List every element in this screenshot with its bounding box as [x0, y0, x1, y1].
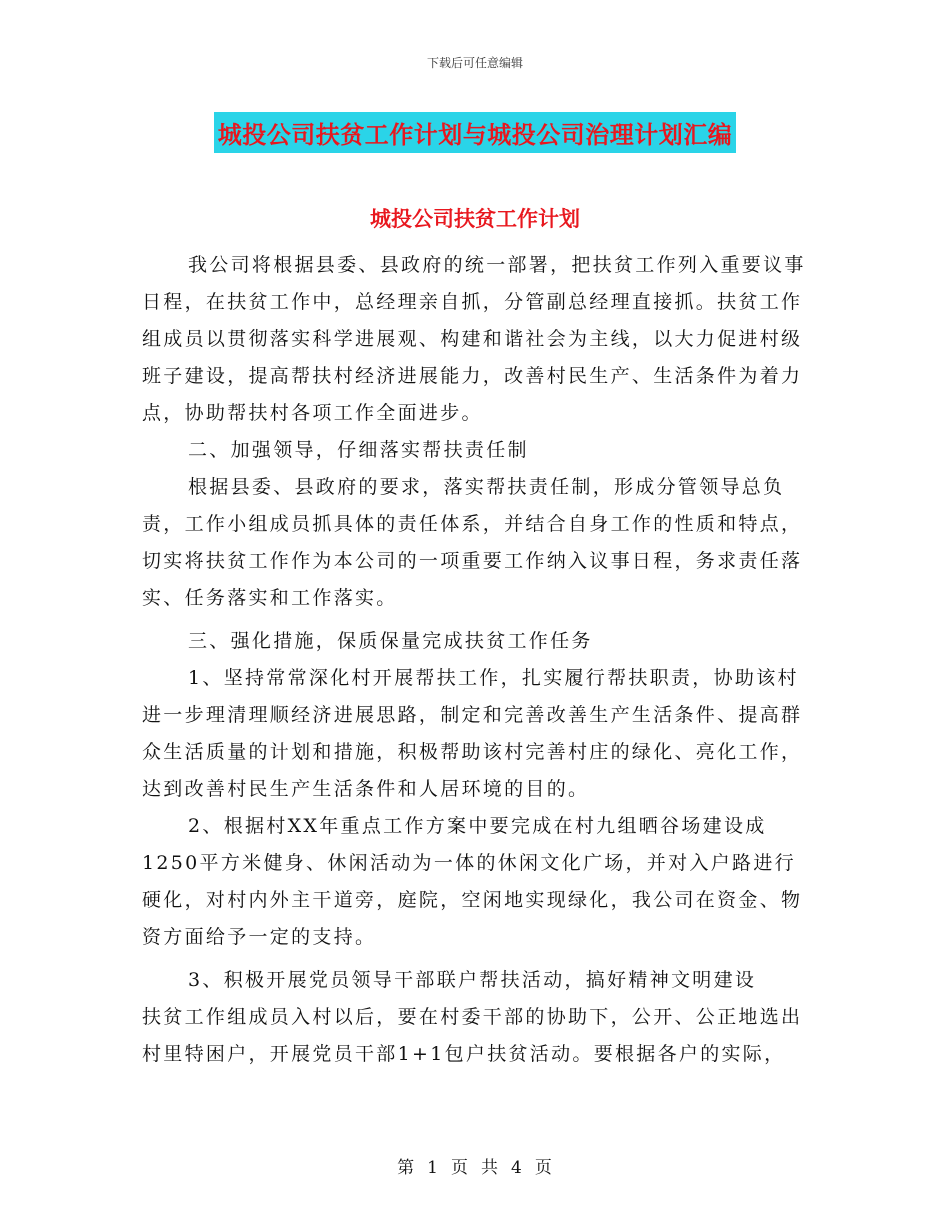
header-note: 下载后可任意编辑 — [426, 56, 523, 70]
page-footer — [0, 1153, 950, 1178]
footer-page-number: 1 — [427, 1158, 439, 1178]
paragraph-intro: 我公司将根据县委、县政府的统一部署，把扶贫工作列入重要议事日程，在扶贫工作中，总经理亲自抓，分管副总经理直接抓。扶贫工作组成员以贯彻落实科学进展观、构建和谐社会为主线，以大力促进村级班子建设，提高帮扶村经济进展能力，改善村民生产、生活条件为着力点，协助帮扶村各项工作全面进步。 — [142, 254, 806, 424]
paragraph-responsibility: 根据县委、县政府的要求，落实帮扶责任制，形成分管领导总负责，工作小组成员抓具体的责任体系，并结合自身工作的性质和特点，切实将扶贫工作作为本公司的一项重要工作纳入议事日程，务求责任落实、任务落实和工作落实。 — [142, 476, 803, 609]
paragraph-item-2-continued: 1250平方米健身、休闲活动为一体的休闲文化广场，并对入户路进行硬化，对村内外主干道旁，庭院，空闲地实现绿化，我公司在资金、物资方面给予一定的支持。 — [142, 852, 803, 948]
main-title-highlight: 城投公司扶贫工作计划与城投公司治理计划汇编 — [214, 112, 737, 153]
paragraph-item-2: 2、根据村XX年重点工作方案中要完成在村九组晒谷场建设成 — [188, 815, 767, 837]
heading-measures: 三、强化措施，保质保量完成扶贫工作任务 — [188, 630, 593, 652]
footer-total-pages: 4 — [511, 1158, 523, 1178]
footer-page-label: 第 — [397, 1158, 416, 1178]
document-main-title — [0, 112, 950, 153]
heading-item-3: 3、积极开展党员领导干部联户帮扶活动，搞好精神文明建设 — [188, 969, 757, 991]
footer-page-unit: 页 — [451, 1158, 469, 1178]
paragraph-item-1: 1、坚持常常深化村开展帮扶工作，扎实履行帮扶职责，协助该村进一步理清理顺经济进展思路，制定和完善改善生产生活条件、提高群众生活质量的计划和措施，积极帮助该村完善村庄的绿化、亮化工作，达到改善村民生产生活条件和人居环境的目的。 — [142, 667, 803, 800]
heading-leadership: 二、加强领导，仔细落实帮扶责任制 — [188, 439, 529, 461]
section-title: 城投公司扶贫工作计划 — [370, 206, 580, 231]
paragraph-item-3: 扶贫工作组成员入村以后，要在村委干部的协助下，公开、公正地选出村里特困户，开展党员干部1+1包户扶贫活动。要根据各户的实际， — [142, 1006, 803, 1065]
footer-total-unit: 页 — [534, 1158, 553, 1178]
document-body — [142, 247, 808, 1073]
footer-total-label: 共 — [481, 1158, 499, 1178]
